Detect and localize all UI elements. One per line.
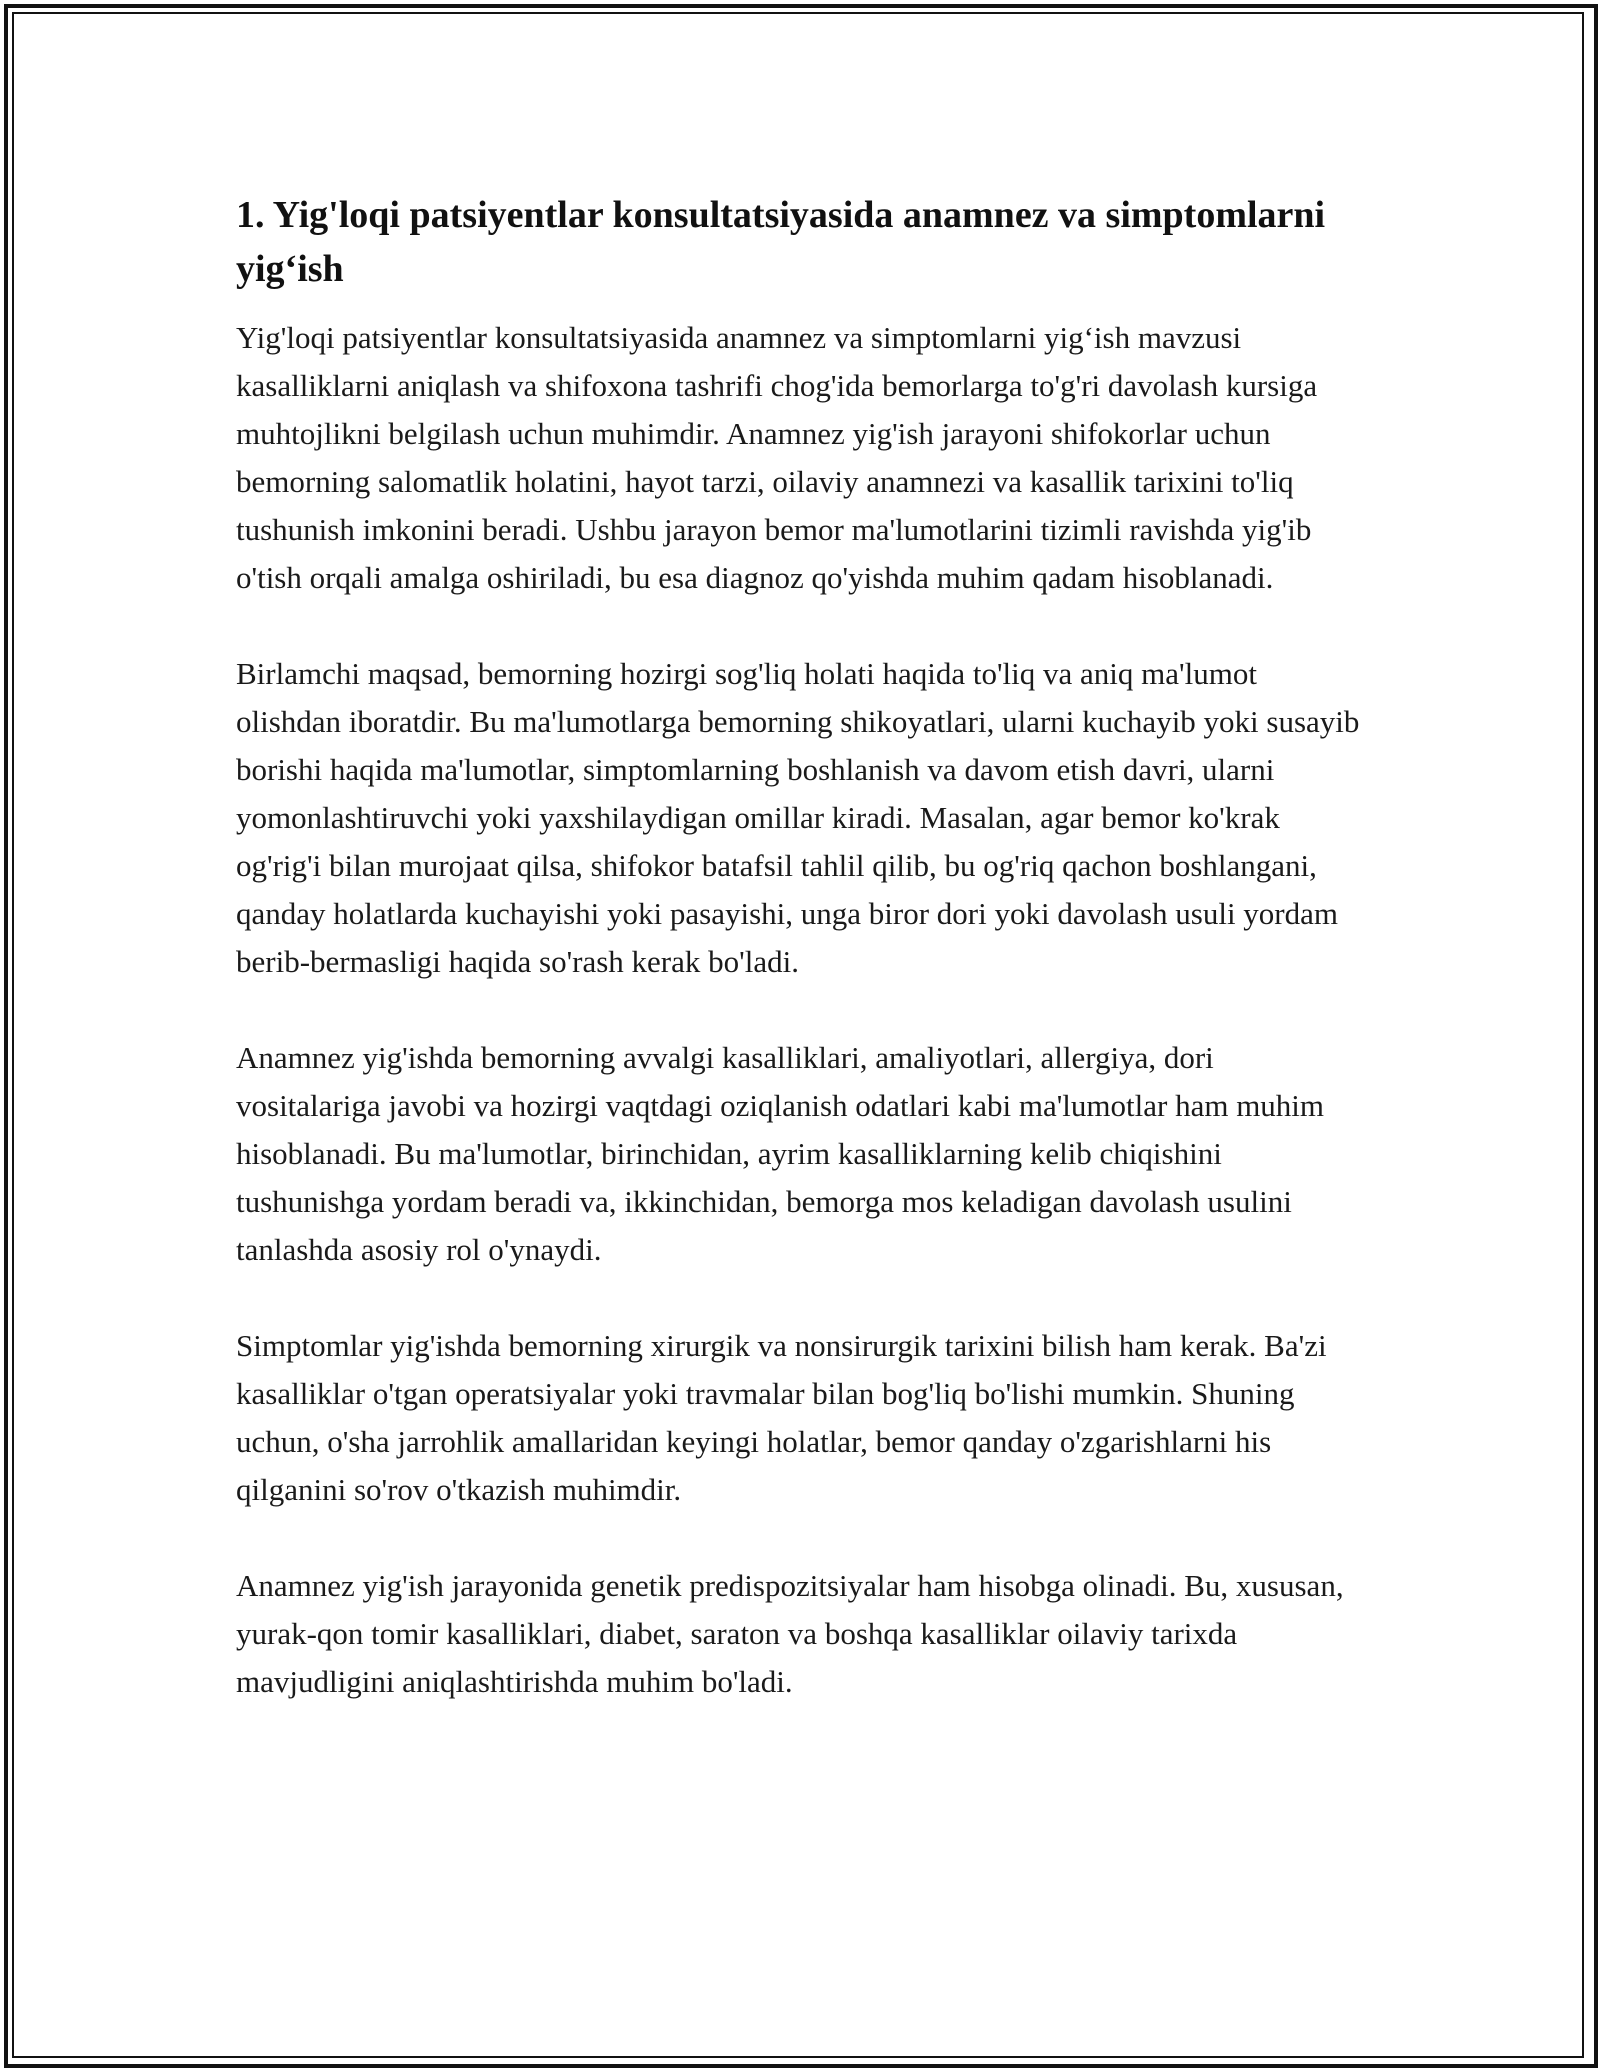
paragraph-5: Anamnez yig'ish jarayonida genetik predispozitsiyalar ham hisobga olinadi. Bu, xususan, yurak-qon tomir kasalliklari, diabet, saraton va boshqa kasalliklar oilaviy tarixda mavjudligini aniqlashtirishda muhim bo'ladi. xyxy=(236,1568,1344,1699)
paragraph-2: Birlamchi maqsad, bemorning hozirgi sog'liq holati haqida to'liq va aniq ma'lumot olishdan iboratdir. Bu ma'lumotlarga bemorning shikoyatlari, ularni kuchayib yoki susayib borishi haqida ma'lumotlar, simptomlarning boshlanish va davom etish davri, ularni yomonlashtiruvchi yoki yaxshilaydigan omillar kiradi. Masalan, agar bemor ko'krak og'rig'i bilan murojaat qilsa, shifokor batafsil tahlil qilib, bu og'riq qachon boshlangani, qanday holatlarda kuchayishi yoki pasayishi, unga biror dori yoki davolash usuli yordam berib-bermasligi haqida so'rash kerak bo'ladi. xyxy=(236,656,1360,979)
document-body xyxy=(236,188,1366,1754)
paragraph-1: Yig'loqi patsiyentlar konsultatsiyasida anamnez va simptomlarni yig‘ish mavzusi kasalliklarni aniqlash va shifoxona tashrifi chog'ida bemorlarga to'g'ri davolash kursiga muhtojlikni belgilash uchun muhimdir. Anamnez yig'ish jarayoni shifokorlar uchun bemorning salomatlik holatini, hayot tarzi, oilaviy anamnezi va kasallik tarixini to'liq tushunish imkonini beradi. Ushbu jarayon bemor ma'lumotlarini tizimli ravishda yig'ib o'tish orqali amalga oshiriladi, bu esa diagnoz qo'yishda muhim qadam hisoblanadi. xyxy=(236,320,1318,595)
paragraph-3: Anamnez yig'ishda bemorning avvalgi kasalliklari, amaliyotlari, allergiya, dori vositalariga javobi va hozirgi vaqtdagi oziqlanish odatlari kabi ma'lumotlar ham muhim hisoblanadi. Bu ma'lumotlar, birinchidan, ayrim kasalliklarning kelib chiqishini tushunishga yordam beradi va, ikkinchidan, bemorga mos keladigan davolash usulini tanlashda asosiy rol o'ynaydi. xyxy=(236,1040,1325,1267)
paragraph-4: Simptomlar yig'ishda bemorning xirurgik va nonsirurgik tarixini bilish ham kerak. Ba'zi kasalliklar o'tgan operatsiyalar yoki travmalar bilan bog'liq bo'lishi mumkin. Shuning uchun, o'sha jarrohlik amallaridan keyingi holatlar, bemor qanday o'zgarishlarni his qilganini so'rov o'tkazish muhimdir. xyxy=(236,1328,1327,1507)
document-title: 1. Yig'loqi patsiyentlar konsultatsiyasida anamnez va simptomlarni yig‘ish xyxy=(236,194,1326,290)
